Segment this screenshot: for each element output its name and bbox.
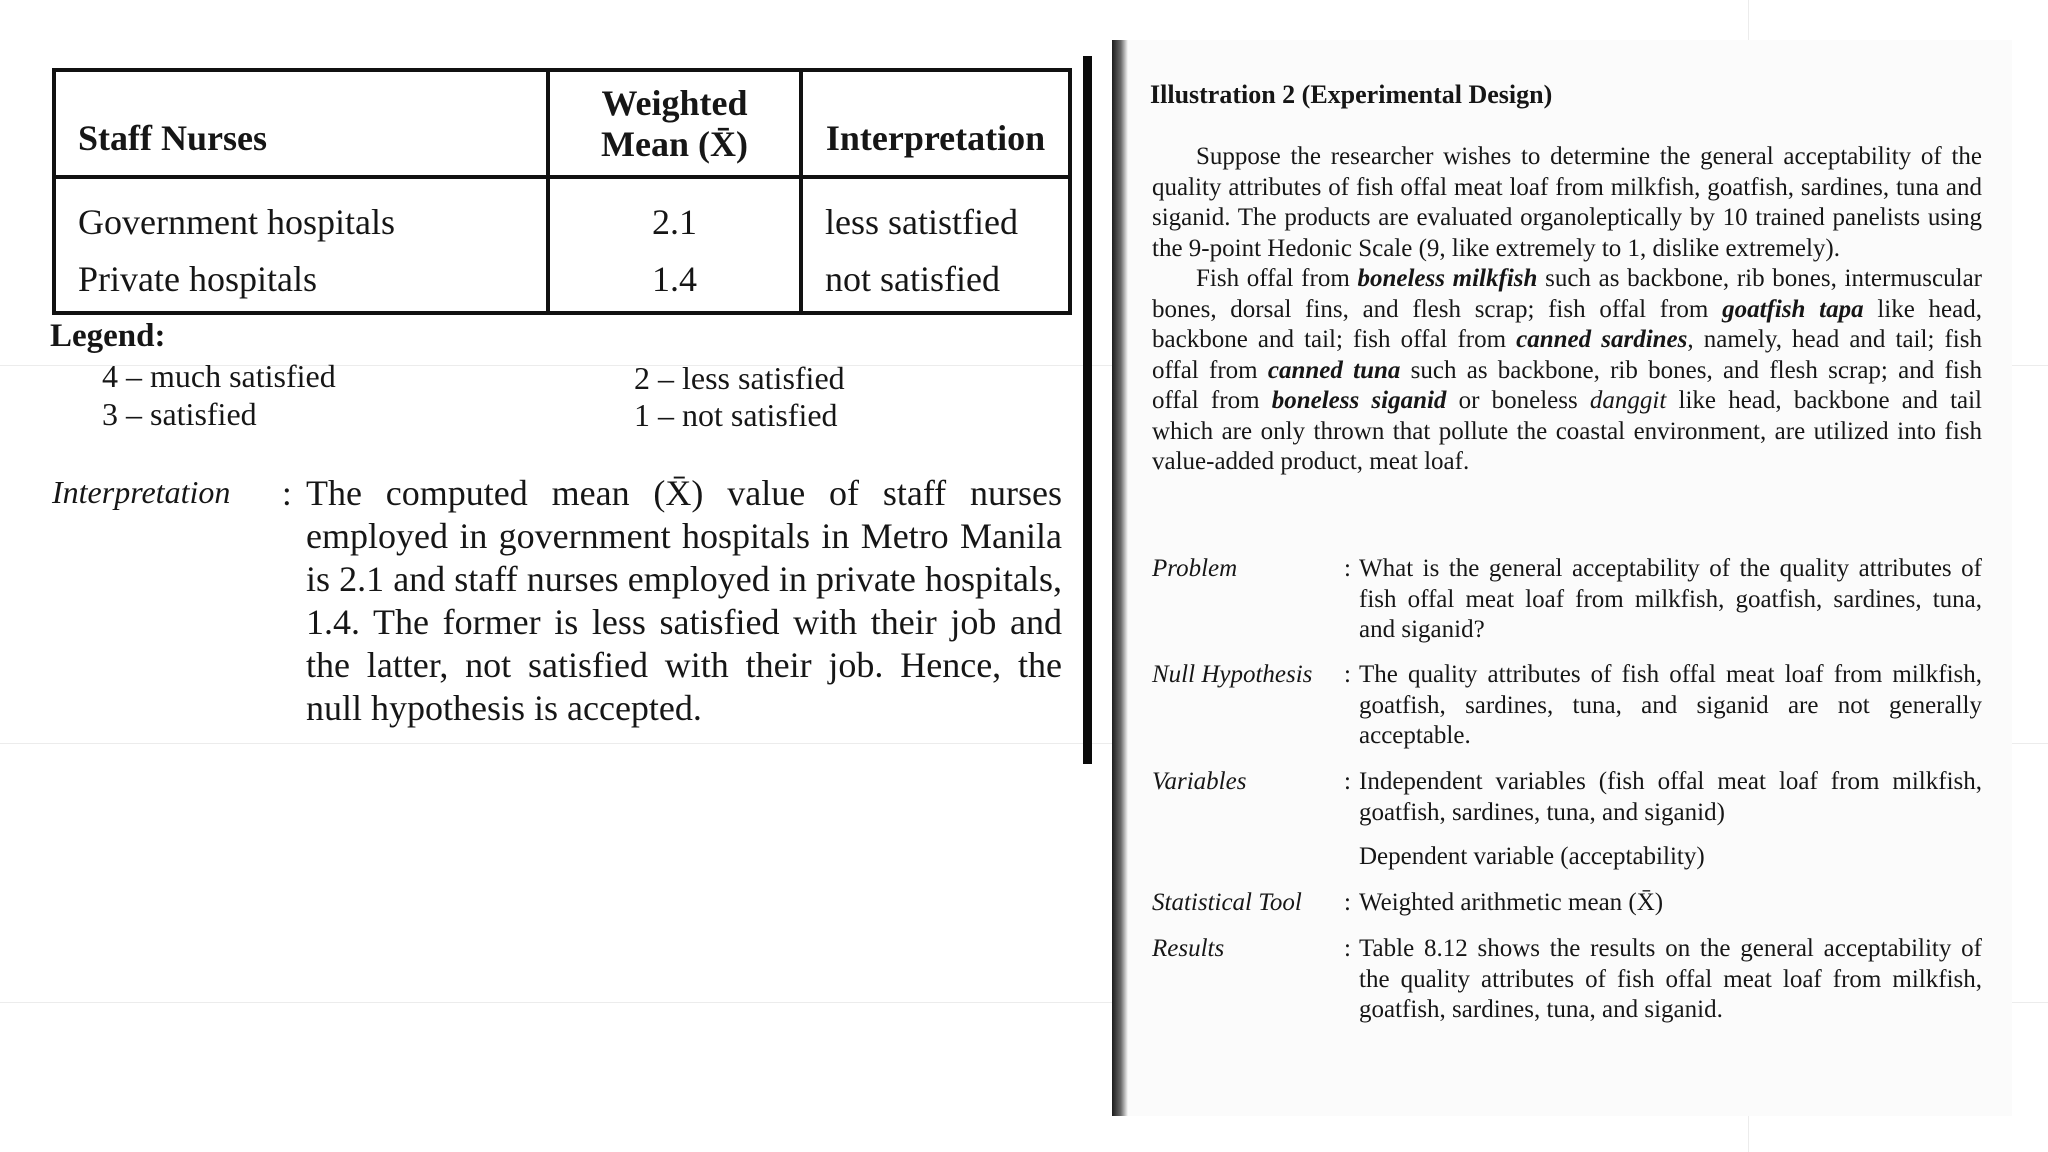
header-staff-nurses: Staff Nurses: [78, 118, 267, 158]
problem-text: What is the general acceptability of the quality attributes of fish offal meat loaf from milkfish, goatfish, sardines, tuna, and siganid?: [1359, 555, 1982, 643]
para2-text: or boneless: [1446, 387, 1590, 414]
cell-group: Government hospitals: [78, 202, 395, 242]
para2-emphasis: canned sardines: [1516, 326, 1688, 353]
illustration-title: Illustration 2 (Experimental Design): [1150, 80, 1553, 109]
results-label: Results: [1152, 935, 1225, 962]
para2-emphasis: boneless siganid: [1271, 387, 1447, 414]
para2-text: like head, backbone and tail which are only thrown that pollute the coastal environment, are utilized into fish value-added product, meat loaf.: [1152, 387, 1983, 475]
para2-text: Fish offal from: [1196, 265, 1358, 292]
legend-item: 1 – not satisfied: [634, 397, 838, 433]
problem-label: Problem: [1152, 555, 1238, 582]
right-page: [1112, 40, 2012, 1116]
null-hypothesis-text: The quality attributes of fish offal meat loaf from milkfish, goatfish, sardines, tuna, and siganid are not generally acceptable.: [1359, 661, 1982, 749]
legend-item: 4 – much satisfied: [102, 358, 336, 394]
intro-paragraph-1: Suppose the researcher wishes to determine the general acceptability of the quality attributes of fish offal meat loaf from milkfish, goatfish, sardines, tuna and siganid. The products are evaluated organoleptically by 10 trained panelists using the 9-point Hedonic Scale (9, like extremely to 1, dislike extremely).: [1152, 143, 1982, 262]
left-page: [0, 0, 1098, 770]
header-weighted-mean: [548, 70, 801, 177]
null-hypothesis-colon: :: [1344, 661, 1351, 688]
table-row: [54, 247, 1070, 313]
para2-text: such as backbone, rib bones, intermuscular bones, dorsal fins, and flesh scrap; fish offal from: [1152, 265, 1982, 323]
results-text: Table 8.12 shows the results on the general acceptability of the quality attributes of fish offal meat loaf from milkfish, goatfish, sardines, tuna, and siganid.: [1359, 935, 1982, 1023]
variables-label: Variables: [1152, 768, 1247, 795]
legend-item: 3 – satisfied: [102, 396, 257, 432]
null-hypothesis-label: Null Hypothesis: [1152, 661, 1313, 688]
cell-interpretation: not satisfied: [801, 247, 1070, 313]
variables-colon: :: [1344, 768, 1351, 795]
para2-text: such as backbone, rib bones, and flesh scrap; and fish offal from: [1152, 356, 1982, 414]
header-interpretation: Interpretation: [801, 70, 1070, 177]
cell-interpretation: less satistfied: [801, 177, 1070, 247]
intro-paragraph-2: [1152, 264, 1982, 478]
interpretation-text: The computed mean (X̄) value of staff nurses employed in government hospitals in Metro Manila is 2.1 and staff nurses employed in private hospitals, 1.4. The former is less satisfied with their job and the latter, not satisfied with their job. Hence, the null hypothesis is accepted.: [306, 473, 1062, 728]
para2-emphasis: goatfish tapa: [1722, 295, 1864, 323]
table-row: [54, 177, 1070, 247]
legend-title: Legend:: [50, 318, 166, 354]
header-weighted-line1: Weighted: [601, 82, 748, 123]
statistical-tool-label: Statistical Tool: [1152, 889, 1302, 916]
para2-italic: danggit: [1589, 387, 1667, 414]
intro-paragraphs: [1152, 142, 1982, 478]
variables-text: Independent variables (fish offal meat loaf from milkfish, goatfish, sardines, tuna, and siganid): [1359, 768, 1982, 826]
satisfaction-table: [52, 68, 1072, 315]
cell-mean: 2.1: [548, 177, 801, 247]
table-header-row: [54, 70, 1070, 177]
problem-colon: :: [1344, 555, 1351, 582]
interpretation-colon: :: [282, 474, 292, 513]
legend-item: 2 – less satisfied: [634, 360, 845, 396]
dependent-variable-text: Dependent variable (acceptability): [1359, 843, 1705, 870]
results-colon: :: [1344, 935, 1351, 962]
para2-text: , namely, head and tail; fish offal from: [1152, 326, 1982, 384]
page-divider-rule: [1083, 56, 1092, 764]
para2-emphasis: canned tuna: [1267, 356, 1401, 384]
para2-text: like head, backbone and tail; fish offal from: [1152, 295, 1982, 353]
header-weighted-line2: Mean (X̄): [601, 123, 748, 164]
statistical-tool-text: Weighted arithmetic mean (X̄): [1359, 889, 1664, 916]
binding-shadow: [1112, 40, 1128, 1116]
cell-mean: 1.4: [548, 247, 801, 313]
para2-emphasis: boneless milkfish: [1357, 265, 1538, 292]
statistical-tool-colon: :: [1344, 889, 1351, 916]
cell-group: Private hospitals: [78, 259, 317, 299]
interpretation-label: Interpretation: [52, 474, 231, 510]
